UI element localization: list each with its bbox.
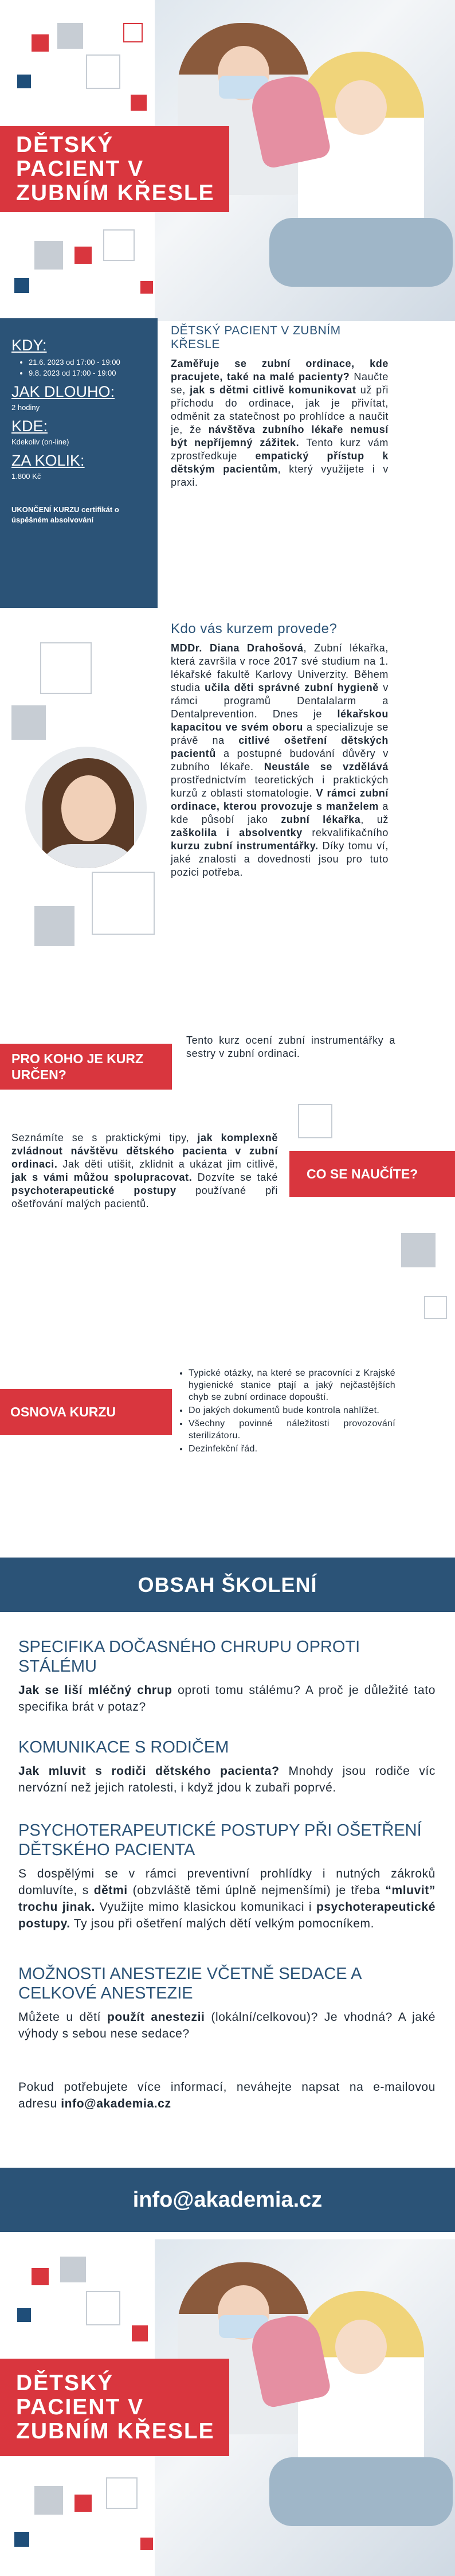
section-text: Jak mluvit s rodiči dětského pacienta? Mnohdy jsou rodiče víc nervózní než jejich ratolesti, i když jdou k zubaři poprvé.: [18, 1765, 436, 1794]
audience-label: PRO KOHO JE KURZ URČEN?: [11, 1051, 144, 1082]
decor-square: [34, 2486, 63, 2515]
content-title: OBSAH ŠKOLENÍ: [138, 1572, 317, 1597]
date-item: • 21.6. 2023 od 17:00 - 19:00: [29, 358, 146, 366]
decor-square: [103, 229, 135, 261]
decor-square: [140, 2538, 153, 2550]
decor-square: [32, 34, 49, 52]
lecturer-section: [171, 622, 389, 879]
decor-square: [34, 241, 63, 270]
decor-square: [17, 2308, 31, 2322]
footer-email-link[interactable]: info@akademia.cz: [132, 2187, 323, 2212]
duration-label: JAK DLOUHO:: [11, 383, 115, 400]
where-value: Kdekoliv (on-line): [11, 438, 69, 446]
decor-square: [86, 2291, 120, 2325]
content-section-3: [18, 1821, 436, 1932]
decor-square: [92, 872, 155, 935]
decor-square: [86, 54, 120, 89]
content-section-2: [18, 1738, 436, 1796]
section-text: S dospělými se v rámci preventivní prohlídky i nutných zákroků domluvíte, s dětmi (obzvláště těmi úplně nejmenšími) je třeba “mluvit” trochu jinak. Využijte mimo klasickou komunikaci i psychoterapeutické postupy. Ty jsou při ošetření malých dětí velkým pomocníkem.: [18, 1867, 436, 1930]
decor-square: [401, 1233, 436, 1267]
list-item: • Do jakých dokumentů bude kontrola nahlížet.: [189, 1404, 395, 1416]
decor-square: [106, 2477, 138, 2509]
audience-text: Tento kurz ocení zubní instrumentářky a sestry v zubní ordinaci.: [186, 1035, 395, 1059]
audience-label-box: [0, 1044, 172, 1090]
course-info-panel: [0, 318, 158, 608]
hero-title: DĚTSKÝ PACIENT V ZUBNÍM KŘESLE: [16, 2371, 215, 2444]
outline-list: [175, 1367, 395, 1456]
decor-square: [17, 75, 31, 88]
decor-square: [74, 2495, 92, 2512]
intro-heading: DĚTSKÝ PACIENT V ZUBNÍM KŘESLE: [171, 324, 341, 351]
decor-square: [32, 2268, 49, 2285]
section-heading: KOMUNIKACE S RODIČEM: [18, 1738, 229, 1757]
contact-text: Pokud potřebujete více informací, neváhejte napsat na e-mailovou adresu info@akademia.cz: [18, 2081, 436, 2110]
section-text: Jak se liší mléčný chrup oproti tomu stálému? A proč je důležité tato specifika brát v potaz?: [18, 1684, 436, 1714]
decor-square: [74, 247, 92, 264]
list-item: • Všechny povinné náležitosti provozování sterilizátoru.: [189, 1418, 395, 1442]
section-heading: SPECIFIKA DOČASNÉHO CHRUPU OPROTI STÁLÉMU: [18, 1638, 360, 1676]
decor-square: [60, 2257, 86, 2282]
decor-square: [424, 1296, 447, 1319]
outline-label-box: [0, 1389, 172, 1435]
hero-top: [0, 0, 455, 321]
decor-square: [34, 906, 74, 946]
decor-square: [298, 1104, 332, 1138]
price-value: 1.800 Kč: [11, 472, 41, 481]
dental-chair: [269, 218, 453, 287]
section-heading: MOŽNOSTI ANESTEZIE VČETNĚ SEDACE A CELKOVÉ ANESTEZIE: [18, 1965, 361, 2003]
dental-chair: [269, 2457, 453, 2526]
list-item: • Typické otázky, na které se pracovníci z Krajské hygienické stanice ptají a jaký nejčastějších chyb se zubní ordinace dopouští.: [189, 1367, 395, 1403]
section-text: Můžete u dětí použít anestezii (lokální/celkovou)? Je vhodná? A jaké výhody s sebou nese sedace?: [18, 2011, 436, 2040]
outline-label: OSNOVA KURZU: [10, 1404, 116, 1419]
section-heading: PSYCHOTERAPEUTICKÉ POSTUPY PŘI OŠETŘENÍ DĚTSKÉHO PACIENTA: [18, 1821, 422, 1859]
learn-label: CO SE NAUČÍTE?: [307, 1166, 418, 1181]
hero-title-box: [0, 2359, 229, 2456]
lecturer-heading: Kdo vás kurzem provede?: [171, 621, 338, 637]
decor-square: [40, 642, 92, 694]
content-section-1: [18, 1637, 436, 1715]
decor-square: [140, 281, 153, 294]
list-item: • Dezinfekční řád.: [189, 1443, 395, 1455]
date-item: • 9.8. 2023 od 17:00 - 19:00: [29, 369, 146, 377]
decor-square: [14, 278, 29, 293]
decor-square: [131, 95, 147, 111]
when-label: KDY:: [11, 337, 47, 354]
hero-title-box: [0, 126, 229, 212]
content-section-4: [18, 1964, 436, 2042]
lecturer-bio: MDDr. Diana Drahošová, Zubní lékařka, která završila v roce 2017 své studium na 1. lékařské fakultě Karlovy Univerzity. Během studia učila děti správné zubní hygieně v rámci programů Dentalalarm a Dentalprevention. Dnes je lékařskou kapacitou ve svém oboru a specializuje se právě na citlivé ošetření dětských pacientů a postupné budování důvěry v zubního lékaře. Neustále se vzdělává prostřednictvím teoretických i praktických kurzů z oblasti stomatologie. V rámci zubní ordinace, kterou provozuje s manželem a kde působí jako zubní lékařka, už zaškolila i absolventky rekvalifikačního kurzu zubní instrumentářky. Díky tomu ví, jaké znalosti a dovednosti jsou pro tuto pozici potřeba.: [171, 642, 389, 878]
learn-label-box: [289, 1151, 455, 1197]
where-label: KDE:: [11, 417, 48, 435]
price-label: ZA KOLIK:: [11, 452, 85, 469]
content-title-band: [0, 1558, 455, 1612]
hero-title: DĚTSKÝ PACIENT V ZUBNÍM KŘESLE: [16, 132, 215, 205]
decor-square: [57, 23, 83, 49]
dates-list: [11, 358, 146, 377]
decor-square: [11, 705, 46, 740]
hero-bottom: [0, 2239, 455, 2576]
contact-band: [0, 2168, 455, 2232]
intro-section: [171, 324, 389, 489]
intro-text: Zaměřuje se zubní ordinace, kde pracujete, také na malé pacienty? Naučte se, jak s dětmi citlivě komunikovat už při příchodu do ordinace, jak je přivítat, odměnit za statečnost po prohlídce a naučit je, že návštěva zubního lékaře nemusí být nepříjemný zážitek. Tento kurz vám zprostředkuje empatický přístup k dětským pacientům, který využijete i v praxi.: [171, 358, 389, 488]
contact-email-link[interactable]: info@akademia.cz: [61, 2097, 171, 2110]
certificate-note: UKONČENÍ KURZU certifikát o úspěšném absolvování: [11, 505, 119, 524]
learn-text: Seznámíte se s praktickými tipy, jak komplexně zvládnout návštěvu dětského pacienta v zubní ordinaci. Jak děti utišit, zklidnit a ukázat jim citlivě, jak s vámi můžou spolupracovat. Dozvíte se také psychoterapeutické postupy používané při ošetřování malých pacientů.: [11, 1132, 278, 1209]
lecturer-avatar: [23, 744, 149, 871]
decor-square: [14, 2532, 29, 2547]
contact-paragraph: [18, 2079, 436, 2112]
decor-square: [123, 23, 143, 42]
duration-value: 2 hodiny: [11, 403, 40, 412]
decor-square: [132, 2325, 148, 2341]
